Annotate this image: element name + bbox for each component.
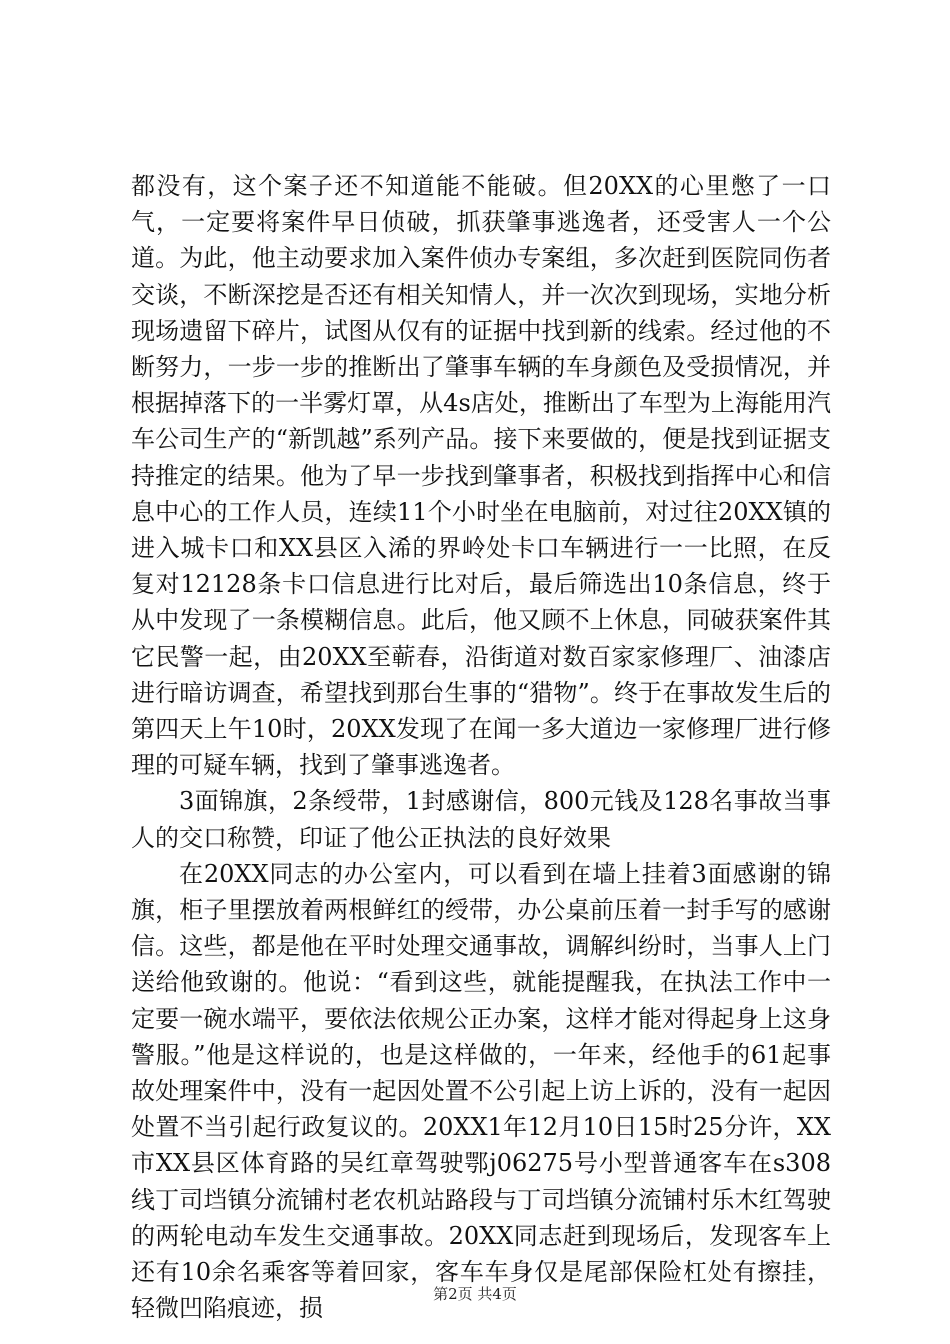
body-paragraph-2: 3面锦旗，2条绶带，1封感谢信，800元钱及128名事故当事人的交口称赞，印证了他公正执法的良好效果 [131,787,831,852]
body-paragraph-3: 在20XX同志的办公室内，可以看到在墙上挂着3面感谢的锦旗，柜子里摆放着两根鲜红的绶带，办公桌前压着一封手写的感谢信。这些，都是他在平时处理交通事故，调解纠纷时，当事人上门送给他致谢的。他说：“看到这些，就能提醒我，在执法工作中一定要一碗水端平，要依法依规公正办案，这样才能对得起身上这身警服。”他是这样说的，也是这样做的，一年来，经他手的61起事故处理案件中，没有一起因处置不公引起上访上诉的，没有一起因处置不当引起行政复议的。20XX1年12月10日15时25分许，XX市XX县区体育路的吴红章驾驶鄂j06275号小型普通客车在s308线丁司垱镇分流铺村老农机站路段与丁司垱镇分流铺村乐木红驾驶的两轮电动车发生交通事故。20XX同志赶到现场后，发现客车上还有10余名乘客等着回家，客车车身仅是尾部保险杠处有擦挂，轻微凹陷痕迹，损 [131,859,831,1323]
page-number-footer: 第2页 共4页 [433,1285,517,1303]
body-paragraph-1: 都没有，这个案子还不知道能不能破。但20XX的心里憋了一口气，一定要将案件早日侦破，抓获肇事逃逸者，还受害人一个公道。为此，他主动要求加入案件侦办专案组，多次赶到医院同伤者交谈，不断深挖是否还有相关知情人，并一次次到现场，实地分析现场遗留下碎片，试图从仅有的证据中找到新的线索。经过他的不断努力，一步一步的推断出了肇事车辆的车身颜色及受损情况，并根据掉落下的一半雾灯罩，从4s店处，推断出了车型为上海能用汽车公司生产的“新凯越”系列产品。接下来要做的，便是找到证据支持推定的结果。他为了早一步找到肇事者，积极找到指挥中心和信息中心的工作人员，连续11个小时坐在电脑前，对过往20XX镇的进入城卡口和XX县区入浠的界岭处卡口车辆进行一一比照，在反复对12128条卡口信息进行比对后，最后筛选出10条信息，终于从中发现了一条模糊信息。此后，他又顾不上休息，同破获案件其它民警一起，由20XX至蕲春，沿街道对数百家家修理厂、油漆店进行暗访调查，希望找到那台生事的“猎物”。终于在事故发生后的第四天上午10时，20XX发现了在闻一多大道边一家修理厂进行修理的可疑车辆，找到了肇事逃逸者。 [131,172,831,780]
document-body [131,168,831,1327]
